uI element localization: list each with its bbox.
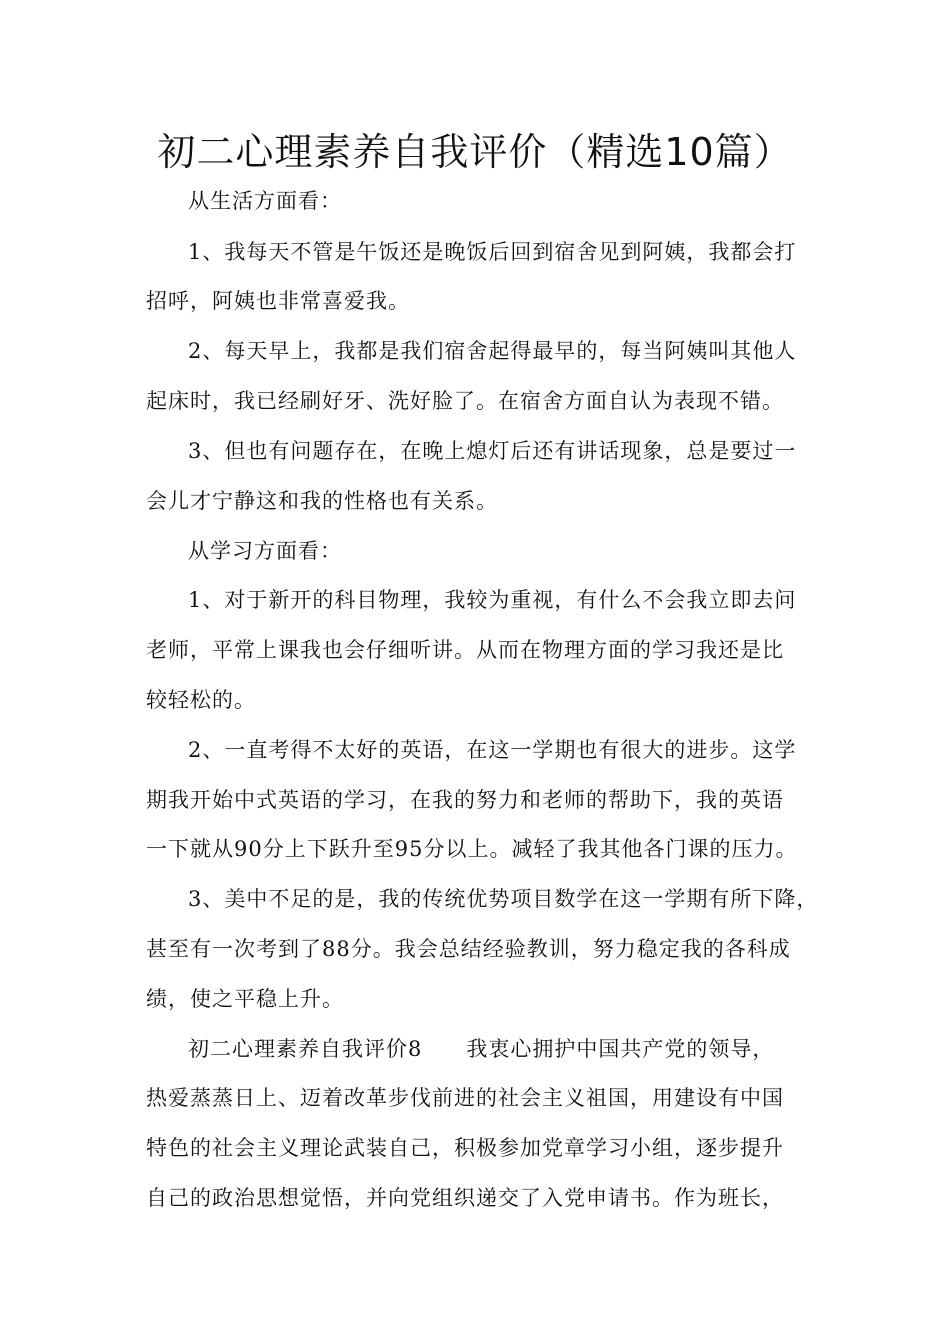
subsection-title: 初二心理素养自我评价8 [188,1037,423,1061]
paragraph-line: 绩，使之平稳上升。 [146,987,344,1011]
paragraph-line: 招呼，阿姨也非常喜爱我。 [146,289,410,313]
paragraph-line: 热爱蒸蒸日上、迈着改革步伐前进的社会主义祖国，用建设有中国 [146,1086,784,1110]
paragraph-line: 较轻松的。 [146,688,256,712]
paragraph-line: 2、一直考得不太好的英语，在这一学期也有很大的进步。这学 [188,738,797,762]
section-heading-study: 从学习方面看： [188,539,342,563]
paragraph-line: 特色的社会主义理论武装自己，积极参加党章学习小组，逐步提升 [146,1136,784,1160]
paragraph-line: 2、每天早上，我都是我们宿舍起得最早的，每当阿姨叫其他人 [188,339,797,363]
paragraph-text: 我衷心拥护中国共产党的领导， [466,1037,775,1061]
paragraph-line: 自己的政治思想觉悟，并向党组织递交了入党申请书。作为班长， [146,1186,784,1210]
paragraph-line: 1、我每天不管是午饭还是晚饭后回到宿舍见到阿姨，我都会打 [188,240,797,264]
paragraph-line [188,1034,868,1064]
paragraph-line: 一下就从90分上下跃升至95分以上。减轻了我其他各门课的压力。 [146,837,798,861]
section-heading-life: 从生活方面看： [188,189,342,213]
document-title: 初二心理素养自我评价（精选10篇） [157,130,793,174]
paragraph-line: 3、但也有问题存在，在晚上熄灯后还有讲话现象，总是要过一 [188,439,797,463]
paragraph-line: 起床时，我已经刷好牙、洗好脸了。在宿舍方面自认为表现不错。 [146,389,784,413]
paragraph-line: 老师，平常上课我也会仔细听讲。从而在物理方面的学习我还是比 [146,638,784,662]
paragraph-line: 甚至有一次考到了88分。我会总结经验教训，努力稳定我的各科成 [146,937,791,961]
paragraph-line: 3、美中不足的是，我的传统优势项目数学在这一学期有所下降， [188,887,819,911]
paragraph-line: 1、对于新开的科目物理，我较为重视，有什么不会我立即去问 [188,588,797,612]
paragraph-line: 期我开始中式英语的学习，在我的努力和老师的帮助下，我的英语 [146,788,784,812]
paragraph-line: 会儿才宁静这和我的性格也有关系。 [146,489,498,513]
